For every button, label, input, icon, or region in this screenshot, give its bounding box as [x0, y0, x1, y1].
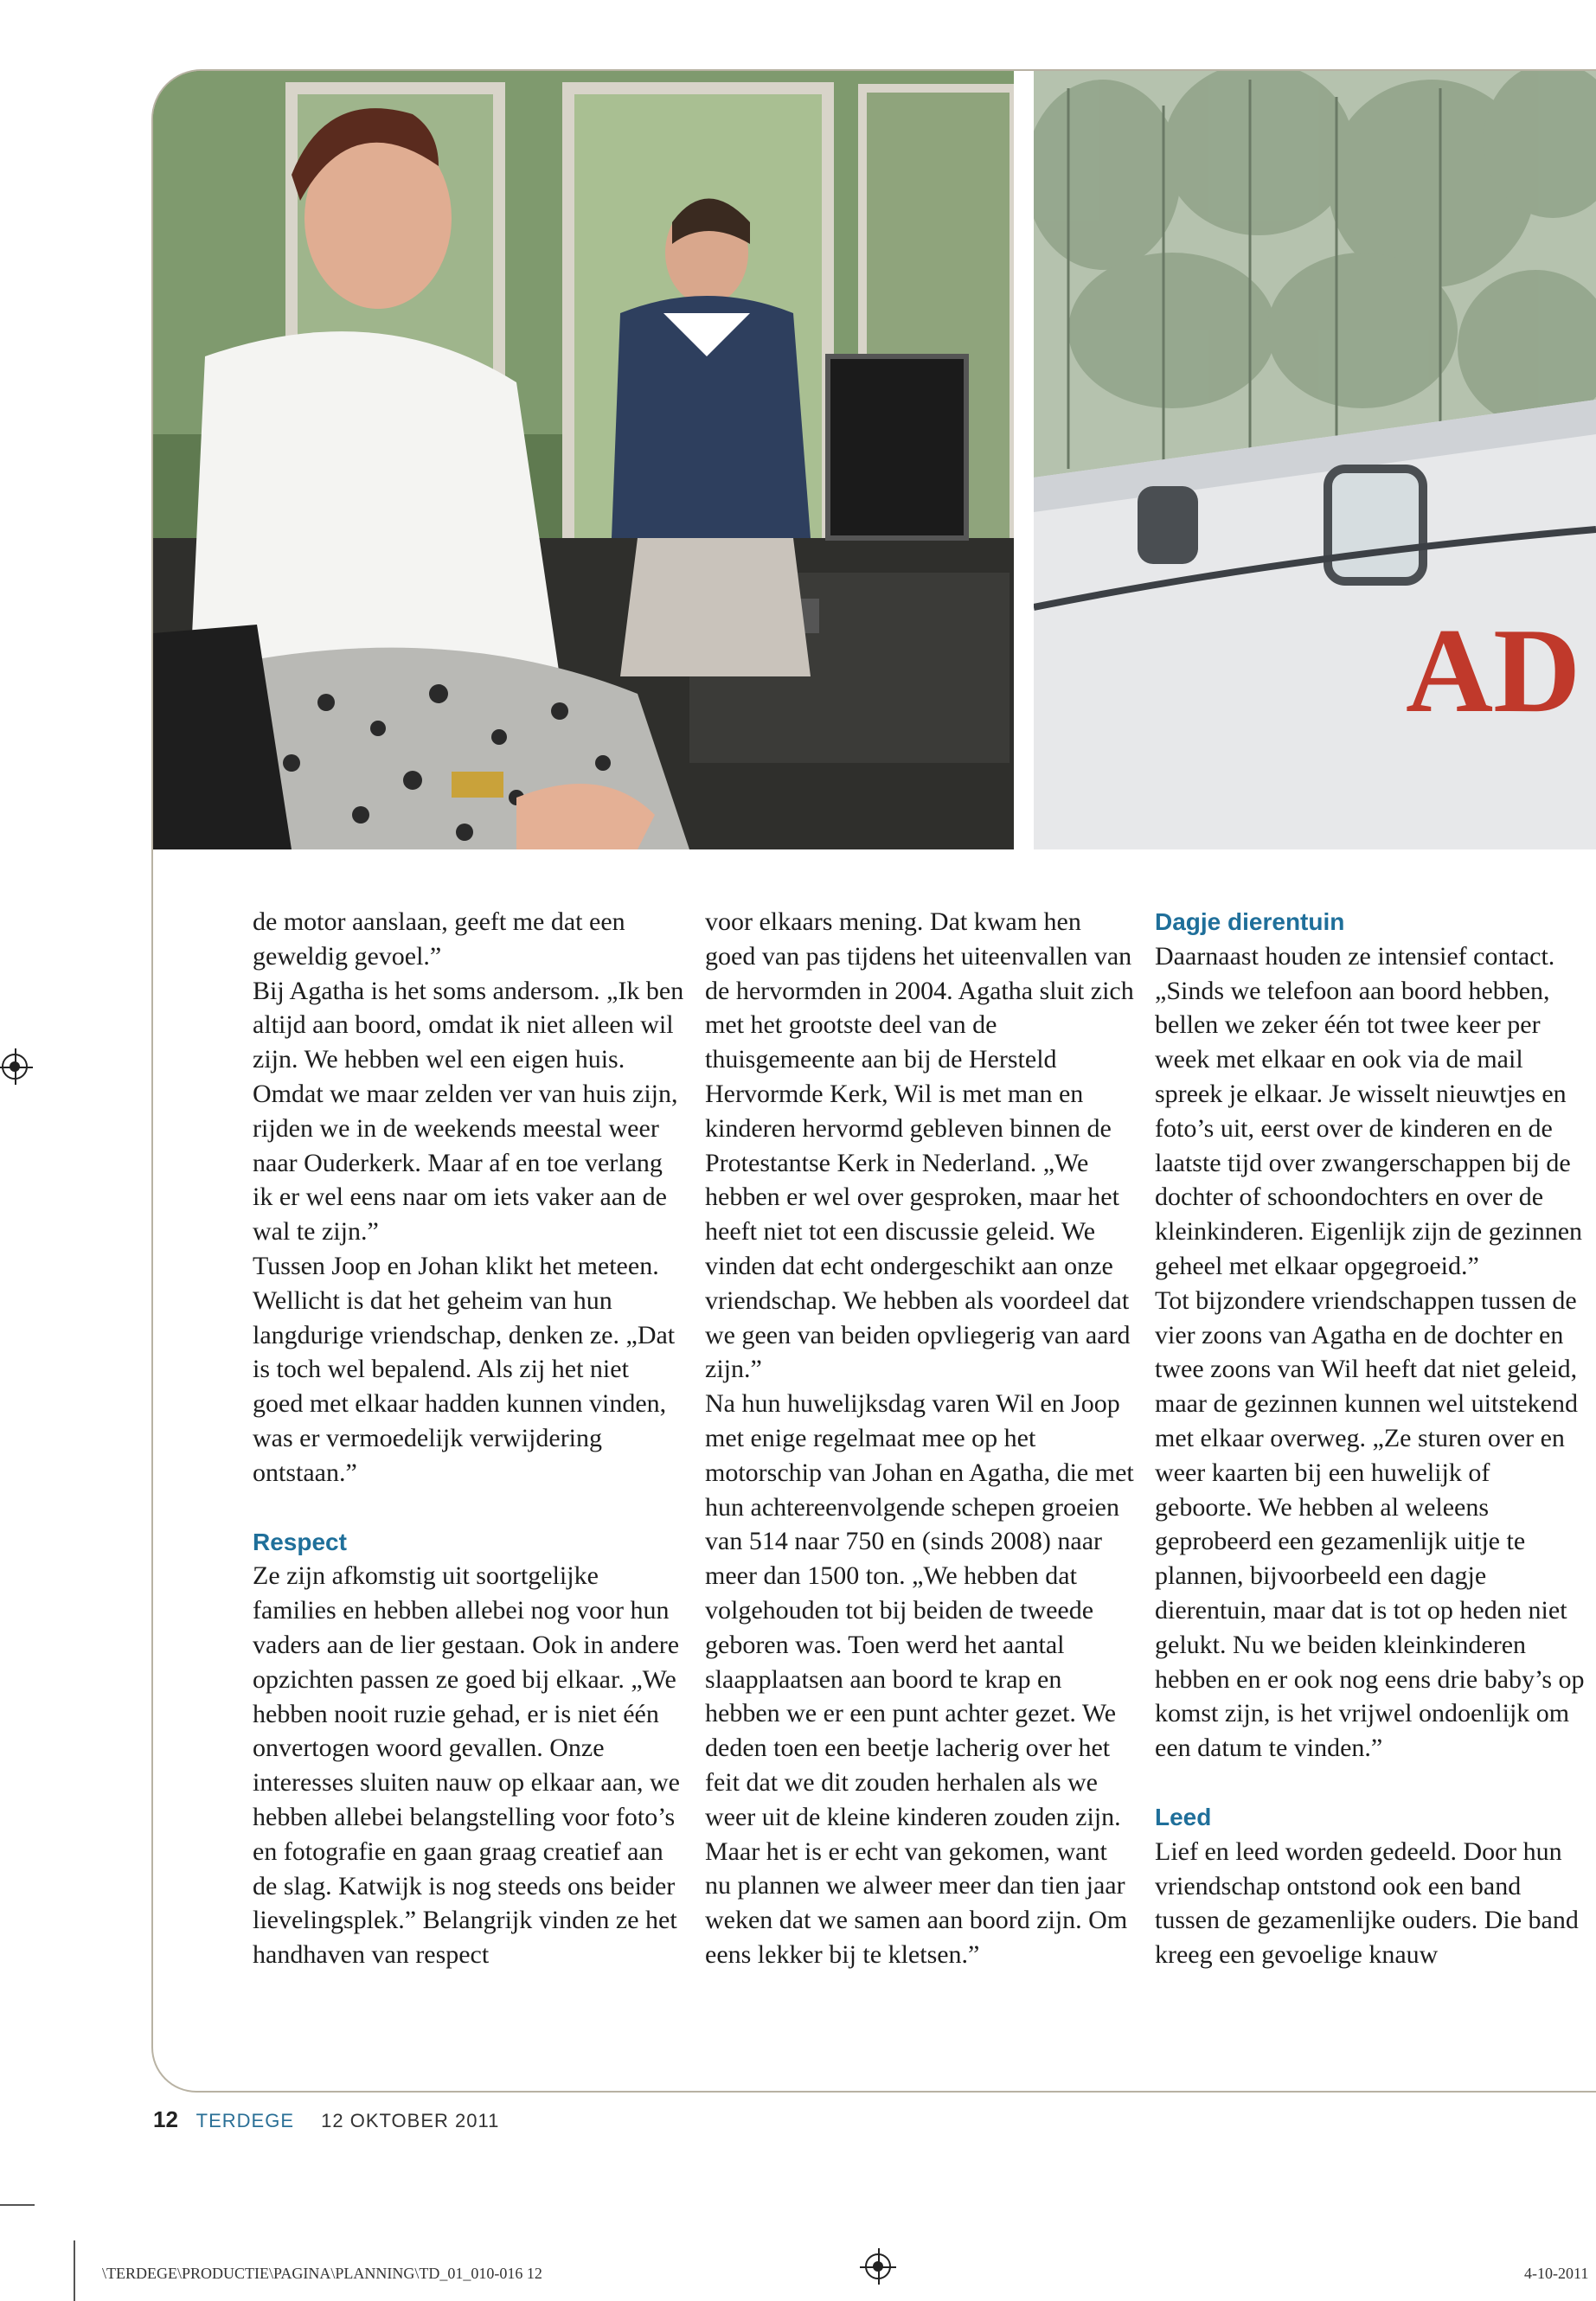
col1-paragraph-3: Tussen Joop en Johan klikt het meteen. Wellicht is dat het geheim van hun langdurige vriendschap, denken ze. „Dat is toch wel bepalend. Als zij het niet goed met elkaar hadden kunnen vinden, was er vermoedelijk verwijdering ontstaan.”: [253, 1251, 676, 1487]
heading-dagje-dierentuin: Dagje dierentuin: [1155, 908, 1345, 935]
trim-mark: [0, 2204, 35, 2206]
heading-respect: Respect: [253, 1528, 347, 1555]
article-column-2: [705, 905, 1138, 1972]
photo-wheelhouse: [153, 71, 1014, 849]
col1-paragraph-4: Ze zijn afkomstig uit soortgelijke families en hebben allebei nog voor hun vaders aan de lier gestaan. Ook in andere opzichten passen ze goed bij elkaar. „We hebben nooit ruzie gehad, er is niet één onvertogen woord gevallen. Onze interesses sluiten nauw op elkaar aan, we hebben allebei belangstelling voor foto’s en fotografie en gaan graag creatief aan de slag. Katwijk is nog steeds ons beider lievelingsplek.” Belangrijk vinden ze het handhaven van respect: [253, 1561, 680, 1970]
photo-ship-hull-illustration: [1034, 71, 1596, 849]
col3-paragraph-2: Tot bijzondere vriendschappen tussen de vier zoons van Agatha en de dochter en twee zoons van Wil heeft dat niet geleid, maar de gezinnen kunnen wel uitstekend met elkaar overweg. „Ze sturen over en weer kaarten bij een huwelijk of geboorte. We hebben al weleens geprobeerd een gezamenlijk uitje te plannen, bijvoorbeeld een dagje dierentuin, maar dat is tot op heden niet gelukt. Nu we beiden kleinkinderen hebben en er ook nog eens drie baby’s op komst zijn, is het vrijwel ondoenlijk om een datum te vinden.”: [1155, 1285, 1585, 1763]
magazine-name: TERDEGE: [195, 2110, 294, 2131]
photo-ship-hull: [1034, 71, 1596, 849]
trim-mark: [74, 2240, 75, 2301]
col2-paragraph-2: Na hun huwelijksdag varen Wil en Joop met enige regelmaat mee op het motorschip van Johan en Agatha, die met hun achtereenvolgende schepen groeien van 514 naar 750 en (sinds 2008) naar meer dan 1500 ton. „We hebben dat volgehouden tot bij beiden de tweede geboren was. Toen werd het aantal slaapplaatsen aan boord te krap en hebben we er een punt achter gezet. We deden toen een beetje lacherig over het feit dat we dit zouden herhalen als we weer uit de kleine kinderen zouden zijn. Maar het is er echt van gekomen, want nu plannen we alweer meer dan tien jaar weken dat we samen aan boord zijn. Om eens lekker bij te kletsen.”: [705, 1389, 1134, 1969]
slug-date: 4-10-2011: [1524, 2265, 1589, 2282]
photo-wheelhouse-illustration: [153, 71, 1014, 849]
issue-date: 12 OKTOBER 2011: [321, 2110, 500, 2131]
col3-paragraph-3: Lief en leed worden gedeeld. Door hun vriendschap ontstond ook een band tussen de gezamenlijke ouders. Die band kreeg een gevoelige knauw: [1155, 1836, 1579, 1970]
registration-mark-icon: [865, 2253, 891, 2279]
hull-lettering: AD: [1406, 604, 1581, 738]
col2-paragraph-1: voor elkaars mening. Dat kwam hen goed van pas tijdens het uiteenvallen van de hervormden in 2004. Agatha sluit zich met het grootste deel van de thuisgemeente aan bij de Hersteld Hervormde Kerk, Wil is met man en kinderen hervormd gebleven binnen de Protestantse Kerk in Nederland. „We hebben er wel over gesproken, maar het heeft niet tot een discussie geleid. We vinden dat echt ondergeschikt aan onze vriendschap. We hebben als voordeel dat we geen van beiden opvliegerig van aard zijn.”: [705, 907, 1134, 1384]
col1-paragraph-2: Bij Agatha is het soms andersom. „Ik ben altijd aan boord, omdat ik niet alleen wil zijn. We hebben wel een eigen huis. Omdat we maar zelden ver van huis zijn, rijden we in de weekends meestal weer naar Ouderkerk. Maar af en toe verlang ik er wel eens naar om iets vaker aan de wal te zijn.”: [253, 976, 684, 1247]
article-column-1: [253, 905, 685, 1972]
registration-mark-icon: [2, 1054, 28, 1080]
page-footer: [153, 2106, 499, 2133]
slug-path: \TERDEGE\PRODUCTIE\PAGINA\PLANNING\TD_01_010-016 12: [102, 2265, 542, 2282]
article-column-3: [1155, 905, 1587, 1972]
page-number: 12: [153, 2106, 178, 2132]
col1-paragraph-1: de motor aanslaan, geeft me dat een geweldig gevoel.”: [253, 907, 625, 971]
col3-paragraph-1: Daarnaast houden ze intensief contact. „Sinds we telefoon aan boord hebben, bellen we zeker één tot twee keer per week met elkaar en ook via de mail spreek je elkaar. Je wisselt nieuwtjes en foto’s uit, eerst over de kinderen en de laatste tijd over zwangerschappen bij de dochter of schoondochters en over de kleinkinderen. Eigenlijk zijn de gezinnen geheel met elkaar opgegroeid.”: [1155, 941, 1583, 1280]
heading-leed: Leed: [1155, 1803, 1212, 1830]
